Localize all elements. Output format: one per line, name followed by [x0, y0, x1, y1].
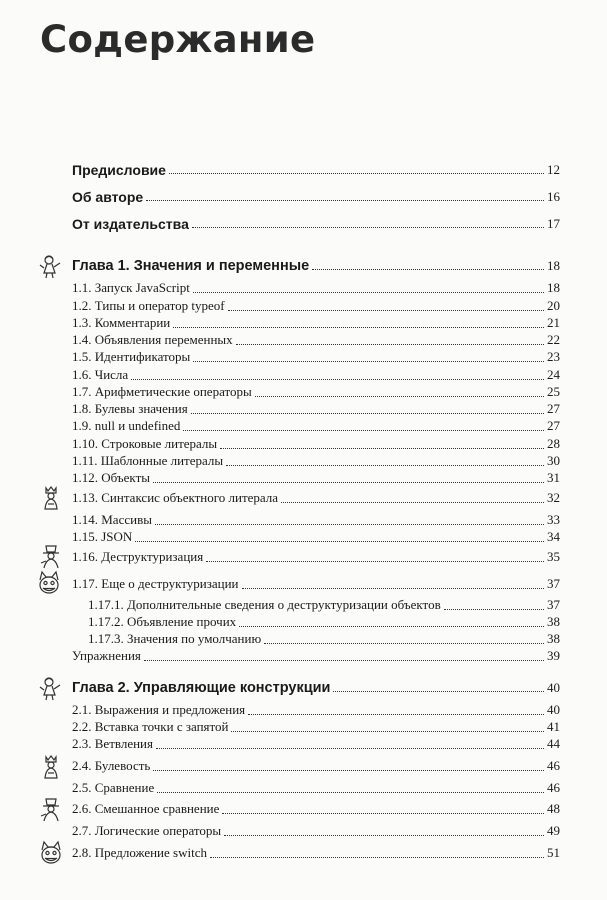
toc-section[interactable]: 1.17. Еще о деструктуризации 37 [72, 576, 560, 591]
toc-section[interactable]: 2.4. Булевость 46 [72, 758, 560, 773]
queen-icon [38, 753, 64, 779]
dot-leader [312, 269, 544, 270]
toc-entry-page: 18 [547, 258, 560, 273]
toc-entry-page: 16 [547, 189, 560, 204]
toc-section[interactable]: 1.2. Типы и оператор typeof 20 [72, 298, 560, 313]
toc-section[interactable]: Упражнения 39 [72, 648, 560, 663]
toc-entry-preface[interactable] [72, 162, 560, 178]
toc-section[interactable]: 1.5. Идентификаторы 23 [72, 349, 560, 364]
toc-section[interactable]: 2.3. Ветвления 44 [72, 736, 560, 751]
dot-leader [146, 200, 544, 201]
toc-section[interactable]: 1.16. Деструктуризация 35 [72, 549, 560, 564]
toc-section[interactable]: 1.4. Объявления переменных 22 [72, 332, 560, 347]
queen-icon [38, 484, 64, 510]
page-title: Содержание [40, 18, 316, 61]
toc-section[interactable]: 1.10. Строковые литералы 28 [72, 436, 560, 451]
dot-leader [169, 173, 544, 174]
toc-entry-about-author[interactable] [72, 189, 560, 205]
toc-section[interactable]: 2.2. Вставка точки с запятой 41 [72, 719, 560, 734]
toc-section[interactable]: 1.15. JSON 34 [72, 529, 560, 544]
toc-section[interactable]: 2.5. Сравнение 46 [72, 780, 560, 795]
toc-section[interactable]: 1.1. Запуск JavaScript 18 [72, 280, 560, 295]
toc-section[interactable]: 1.13. Синтаксис объектного литерала 32 [72, 490, 560, 505]
toc-section[interactable]: 1.14. Массивы 33 [72, 512, 560, 527]
toc-section[interactable]: 1.7. Арифметические операторы 25 [72, 384, 560, 399]
toc-section[interactable]: 2.1. Выражения и предложения 40 [72, 702, 560, 717]
toc-entry-title: Об авторе [72, 189, 144, 205]
toc-chapter-1[interactable] [72, 258, 560, 274]
alice-icon [38, 253, 64, 279]
toc-subsection[interactable]: 1.17.3. Значения по умолчанию 38 [88, 631, 560, 646]
toc-section[interactable]: 1.11. Шаблонные литералы 30 [72, 453, 560, 468]
cheshire-cat-icon [36, 570, 62, 596]
toc-section[interactable]: 1.3. Комментарии 21 [72, 315, 560, 330]
toc-entry-page: 17 [547, 216, 560, 231]
cheshire-cat-icon [38, 840, 64, 866]
toc-subsection[interactable]: 1.17.2. Объявление прочих 38 [88, 614, 560, 629]
toc-entry-page: 40 [547, 680, 560, 695]
toc-entry-title: Предисловие [72, 162, 166, 178]
toc-entry-title: Глава 2. Управляющие конструкции [72, 680, 331, 696]
toc-section[interactable]: 1.6. Числа 24 [72, 367, 560, 382]
toc-subsection[interactable]: 1.17.1. Дополнительные сведения о деструктуризации объектов 37 [88, 597, 560, 612]
toc-section[interactable]: 2.7. Логические операторы 49 [72, 823, 560, 838]
toc-entry-publisher[interactable] [72, 216, 560, 232]
hatter-icon [38, 543, 64, 569]
dot-leader [333, 691, 544, 692]
toc-section[interactable]: 1.12. Объекты 31 [72, 470, 560, 485]
toc-section[interactable]: 1.9. null и undefined 27 [72, 418, 560, 433]
toc-entry-title: От издательства [72, 216, 189, 232]
toc-section[interactable]: 2.6. Смешанное сравнение 48 [72, 801, 560, 816]
alice-icon [38, 675, 64, 701]
toc-entry-page: 12 [547, 162, 560, 177]
toc-chapter-2[interactable] [72, 680, 560, 696]
toc-entry-title: Глава 1. Значения и переменные [72, 258, 310, 274]
toc-section[interactable]: 1.8. Булевы значения 27 [72, 401, 560, 416]
hatter-icon [38, 796, 64, 822]
dot-leader [192, 227, 544, 228]
toc-section[interactable]: 2.8. Предложение switch 51 [72, 845, 560, 860]
